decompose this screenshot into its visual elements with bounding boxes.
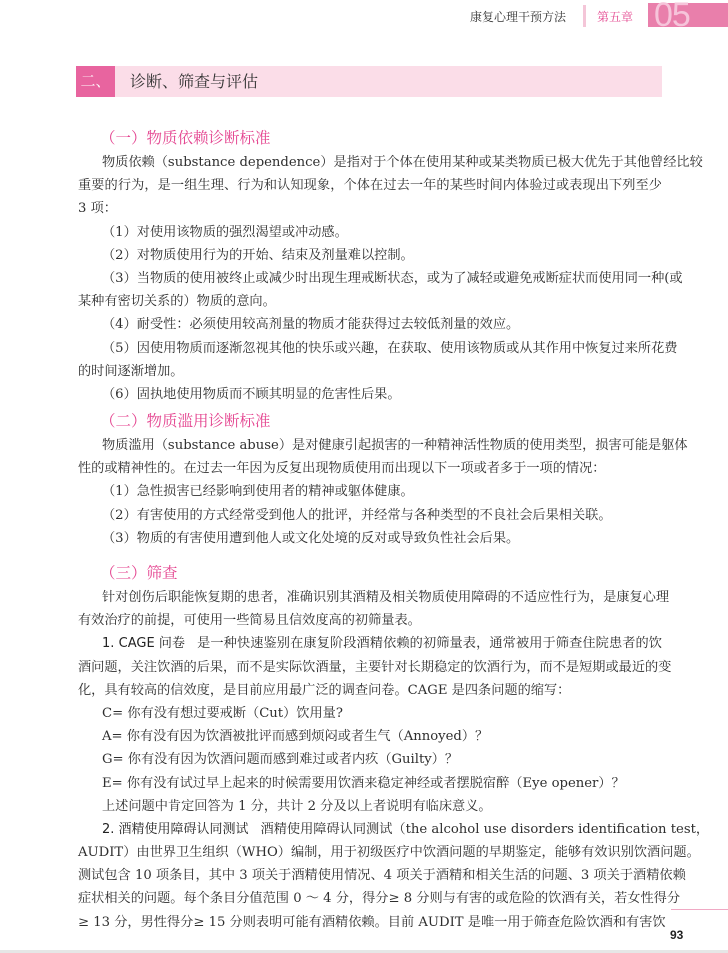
text-line: 物质滥用（substance abuse）是对健康引起损害的一种精神活性物质的使用类型，损害可能是躯体 xyxy=(102,438,688,454)
list-item: （6）固执地使用物质而不顾其明显的危害性后果。 xyxy=(102,386,401,402)
text-line: 测试包含 10 项条目，其中 3 项关于酒精使用情况、4 项关于酒精和相关生活的问题、3 项关于酒精依赖 xyxy=(78,868,686,884)
chapter-label: 第五章 xyxy=(597,10,634,24)
cage-question: C= 你有没有想过要戒断（Cut）饮用量? xyxy=(102,705,343,721)
text-line: 针对创伤后职能恢复期的患者，准确识别其酒精及相关物质使用障碍的不适应性行为，是康复心理 xyxy=(102,590,670,605)
text-span: 是一种快速鉴别在康复阶段酒精依赖的初筛量表，通常被用于筛查住院患者的饮 xyxy=(197,636,662,652)
list-item: （3）物质的有害使用遭到他人或文化处境的反对或导致负性社会后果。 xyxy=(102,530,520,546)
section-title: 诊断、筛查与评估 xyxy=(130,72,259,91)
text-line: 物质依赖（substance dependence）是指对于个体在使用某种或某类物质已极大优先于其他曾经比较 xyxy=(102,155,703,170)
book-title: 康复心理干预方法 xyxy=(470,10,567,24)
text-line: 上述问题中肯定回答为 1 分，共计 2 分及以上者说明有临床意义。 xyxy=(102,798,492,814)
text-line xyxy=(78,818,710,841)
text-line: 重要的行为，是一组生理、行为和认知现象，个体在过去一年的某些时间内体验过或表现出下列至少 xyxy=(78,178,662,194)
header-divider xyxy=(583,5,586,27)
page-body xyxy=(78,125,710,934)
list-item: （1）对使用该物质的强烈渴望或冲动感。 xyxy=(102,224,348,240)
text-line: 酒问题，关注饮酒的后果，而不是实际饮酒量，主要针对长期稳定的饮酒行为，而不是短期或最近的变 xyxy=(78,659,672,675)
chapter-number: 05 xyxy=(654,0,690,34)
section-number: 二、 xyxy=(76,66,115,97)
cage-label: 1. CAGE 问卷 xyxy=(102,636,186,652)
page-number: 93 xyxy=(670,928,684,942)
text-span: 酒精使用障碍认同测试（the alcohol use disorders identification test， xyxy=(260,821,710,837)
text-line xyxy=(78,632,662,655)
subsection-heading: （二）物质滥用诊断标准 xyxy=(100,412,271,431)
subsection-heading: （三）筛查 xyxy=(100,564,178,582)
text-line: AUDIT）由世界卫生组织（WHO）编制，用于初级医疗中饮酒问题的早期鉴定，能够有效识别饮酒问题。 xyxy=(78,845,700,861)
audit-label: 2. 酒精使用障碍认同测试 xyxy=(102,821,249,837)
chapter-number-box xyxy=(648,0,728,34)
section-banner xyxy=(76,66,662,97)
text-line: ≥ 13 分，男性得分≥ 15 分则表明可能有酒精依赖。目前 AUDIT 是唯一用于筛查危险饮酒和有害饮 xyxy=(78,914,666,930)
text-line: 化，具有较高的信效度，是目前应用最广泛的调查问卷。CAGE 是四条问题的缩写： xyxy=(78,682,571,698)
text-line: 3 项： xyxy=(78,201,117,217)
list-item: （2）对物质使用行为的开始、结束及剂量难以控制。 xyxy=(102,247,414,263)
cage-question: A= 你有没有因为饮酒被批评而感到烦闷或者生气（Annoyed）？ xyxy=(102,729,489,745)
subsection-heading: （一）物质依赖诊断标准 xyxy=(100,129,271,147)
text-line: 症状相关的问题。每个条目分值范围 0 ～ 4 分，得分≥ 8 分则与有害的或危险的饮酒有关，若女性得分 xyxy=(78,891,681,907)
list-item: （4）耐受性：必须使用较高剂量的物质才能获得过去较低剂量的效应。 xyxy=(102,317,520,333)
list-item: （2）有害使用的方式经常受到他人的批评，并经常与各种类型的不良社会后果相关联。 xyxy=(102,507,612,523)
footer-rule xyxy=(671,909,728,910)
text-line: 有效治疗的前提，可使用一些简易且信效度高的初筛量表。 xyxy=(78,613,421,629)
text-line: 某种有密切关系的）物质的意向。 xyxy=(78,294,276,310)
cage-question: E= 你有没有试过早上起来的时候需要用饮酒来稳定神经或者摆脱宿醉（Eye opener）？ xyxy=(102,775,625,791)
cage-question: G= 你有没有因为饮酒问题而感到难过或者内疚（Guilty）？ xyxy=(102,752,459,768)
list-item: （3）当物质的使用被终止或减少时出现生理戒断状态，或为了减轻或避免戒断症状而使用同一种(或 xyxy=(102,270,683,286)
list-item: （1）急性损害已经影响到使用者的精神或躯体健康。 xyxy=(102,484,414,500)
text-line: 性的或精神性的。在过去一年因为反复出现物质使用而出现以下一项或者多于一项的情况： xyxy=(78,461,606,477)
text-line: 的时间逐渐增加。 xyxy=(78,363,184,379)
list-item: （5）因使用物质而逐渐忽视其他的快乐或兴趣，在获取、使用该物质或从其作用中恢复过来所花费 xyxy=(102,340,678,356)
